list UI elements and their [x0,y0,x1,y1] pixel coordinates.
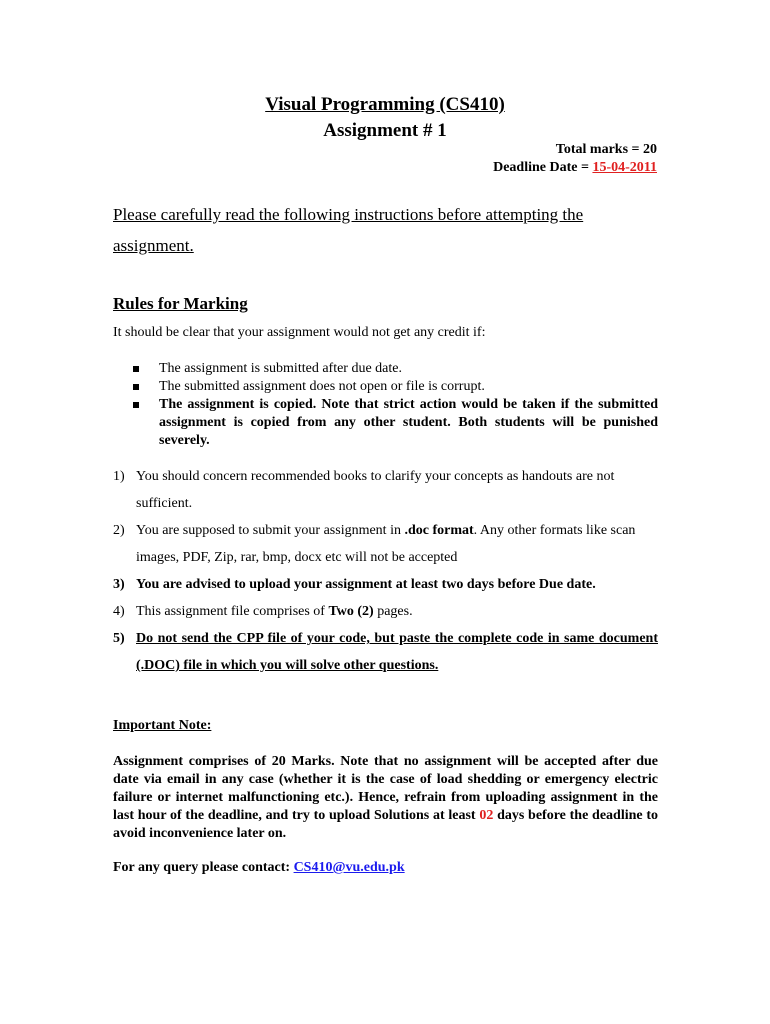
item-number: 4) [113,604,125,619]
contact-email-link[interactable]: CS410@vu.edu.pk [293,860,405,875]
important-note-body [113,753,658,843]
numbered-instructions [113,463,658,679]
deadline-line [493,159,657,177]
rules-intro: It should be clear that your assignment would not get any credit if: [113,325,486,340]
list-item [113,571,658,598]
item-number: 5) [113,631,125,646]
rules-bullet-list [113,360,658,450]
bullet-square-icon [133,402,139,408]
important-highlight: 02 [479,808,494,823]
item-number: 1) [113,469,125,484]
item-text: You are advised to upload your assignment at least two days before Due date. [136,577,596,592]
bullet-text: The assignment is submitted after due date. [159,361,402,376]
title-block [0,92,770,144]
list-item [113,378,658,396]
total-marks: Total marks = 20 [555,142,657,157]
item-text-after: . Any other formats like scan images, PDF, Zip, rar, bmp, docx etc will not be accepted [136,523,636,565]
item-number: 3) [113,577,125,592]
list-item [113,463,658,517]
bullet-text: The submitted assignment does not open or file is corrupt. [159,379,485,394]
deadline-date: 15-04-2011 [592,160,657,175]
list-item [113,360,658,378]
instruction-text: Please carefully read the following instructions before attempting the assignment. [113,205,584,255]
item-text-after: pages. [373,604,413,619]
list-item [113,517,658,571]
deadline-label: Deadline Date = [493,160,593,175]
item-bold-text: Two (2) [328,604,374,619]
bullet-square-icon [133,384,139,390]
important-text-before: Assignment comprises of 20 Marks. Note that no assignment will be accepted after due date via email in any case (whether it is the case of load shedding or emergency electric failure or internet malfunctioning etc.). Hence, refrain from uploading assignment in the last hour of the deadline, and try to upload Solutions at least [113,754,658,823]
contact-label: For any query please contact: [113,860,294,875]
list-item [113,598,658,625]
item-text-before: You are supposed to submit your assignment in [136,523,405,538]
item-number: 2) [113,523,125,538]
important-text-after: days before the deadline to avoid inconvenience later on. [113,808,659,841]
bullet-square-icon [133,366,139,372]
list-item [113,625,658,679]
item-text-before: This assignment file comprises of [136,604,329,619]
important-note-heading: Important Note: [113,718,212,733]
item-bold-text: .doc format [404,523,474,538]
item-text: Do not send the CPP file of your code, but paste the complete code in same document (.DOC) file in which you will solve other questions. [136,631,658,673]
list-item [113,396,658,450]
assignment-title: Assignment # 1 [323,120,447,141]
course-title: Visual Programming (CS410) [265,94,505,115]
rules-heading: Rules for Marking [113,294,248,313]
bullet-text: The assignment is copied. Note that strict action would be taken if the submitted assignment is copied from any other student. Both students will be punished severely. [159,397,658,448]
marks-block [493,141,657,177]
item-text: You should concern recommended books to clarify your concepts as handouts are not sufficient. [136,469,615,511]
contact-line [113,860,405,876]
